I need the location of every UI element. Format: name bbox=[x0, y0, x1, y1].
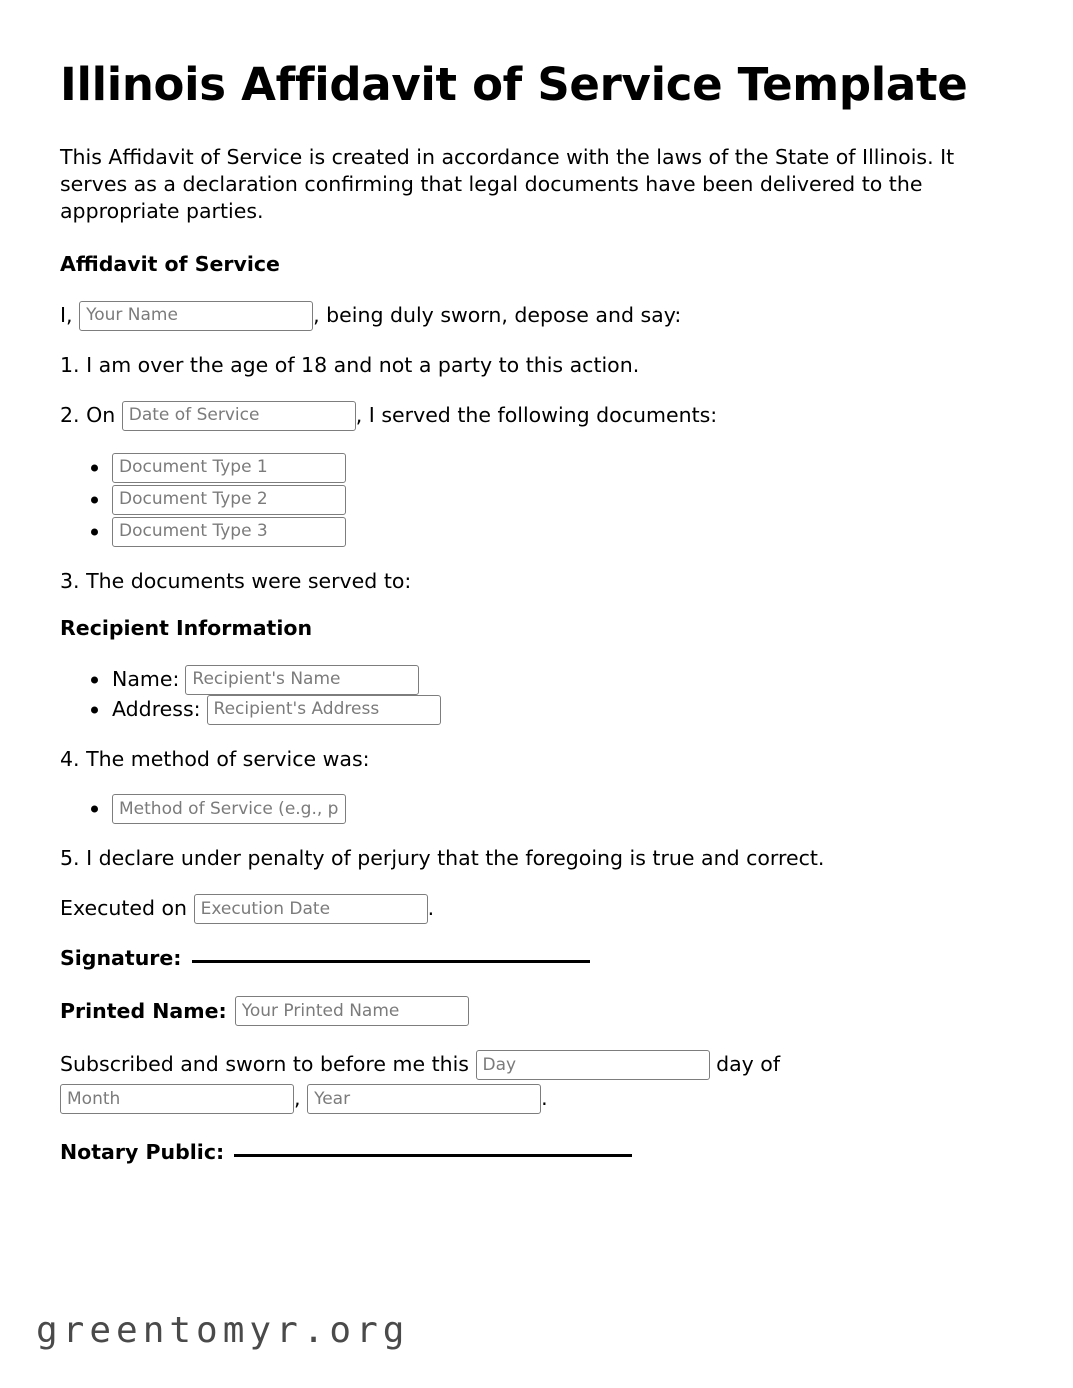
your-name-input[interactable] bbox=[79, 301, 313, 331]
affidavit-item-2-row bbox=[60, 401, 995, 431]
executed-on-label: Executed on bbox=[60, 896, 188, 921]
declarant-row bbox=[60, 301, 995, 331]
sworn-line-one bbox=[60, 1050, 995, 1080]
affidavit-item-5: 5. I declare under penalty of perjury that the foregoing is true and correct. bbox=[60, 846, 825, 871]
document-type-1-input[interactable] bbox=[112, 453, 346, 483]
page-title: Illinois Affidavit of Service Template bbox=[60, 58, 968, 111]
notary-public-line[interactable] bbox=[234, 1154, 632, 1157]
list-item bbox=[112, 453, 995, 483]
sworn-line-two bbox=[60, 1084, 995, 1114]
document-type-list bbox=[60, 453, 995, 547]
declarant-prefix-label: I, bbox=[60, 303, 73, 328]
month-input[interactable] bbox=[60, 1084, 294, 1114]
sworn-middle-label: day of bbox=[716, 1052, 781, 1077]
recipient-info-list bbox=[60, 665, 995, 725]
document-type-2-input[interactable] bbox=[112, 485, 346, 515]
declarant-suffix-label: , being duly sworn, depose and say: bbox=[313, 303, 682, 328]
method-of-service-list bbox=[60, 794, 995, 824]
day-input[interactable] bbox=[476, 1050, 710, 1080]
notary-sworn-block bbox=[60, 1050, 995, 1114]
signature-line[interactable] bbox=[192, 960, 590, 963]
list-item bbox=[112, 517, 995, 547]
printed-name-label: Printed Name: bbox=[60, 999, 227, 1023]
printed-name-input[interactable] bbox=[235, 996, 469, 1026]
recipient-address-input[interactable] bbox=[207, 695, 441, 725]
signature-row bbox=[60, 946, 995, 970]
notary-public-label: Notary Public: bbox=[60, 1140, 225, 1164]
item2-prefix-label: 2. On bbox=[60, 402, 116, 427]
execution-date-input[interactable] bbox=[194, 894, 428, 924]
printed-name-row bbox=[60, 996, 995, 1026]
document-content bbox=[60, 60, 995, 1190]
method-of-service-input[interactable] bbox=[112, 794, 346, 824]
spacer bbox=[469, 1052, 476, 1078]
sworn-prefix-label: Subscribed and sworn to before me this bbox=[60, 1052, 469, 1077]
sworn-comma: , bbox=[294, 1086, 301, 1111]
recipient-name-label: Name: bbox=[112, 666, 180, 691]
affidavit-item-4: 4. The method of service was: bbox=[60, 746, 370, 771]
executed-on-row bbox=[60, 894, 995, 924]
affidavit-item-3: 3. The documents were served to: bbox=[60, 568, 412, 593]
date-of-service-input[interactable] bbox=[122, 401, 356, 431]
list-item bbox=[112, 695, 995, 725]
affidavit-item-1: 1. I am over the age of 18 and not a party to this action. bbox=[60, 352, 640, 377]
executed-on-period: . bbox=[427, 896, 435, 921]
signature-label: Signature: bbox=[60, 946, 182, 970]
site-watermark: greentomyr.org bbox=[36, 1310, 410, 1351]
year-input[interactable] bbox=[307, 1084, 541, 1114]
section-heading-affidavit: Affidavit of Service bbox=[60, 252, 280, 277]
notary-public-row bbox=[60, 1140, 995, 1164]
list-item bbox=[112, 794, 995, 824]
list-item bbox=[112, 485, 995, 515]
intro-paragraph: This Affidavit of Service is created in accordance with the laws of the State of Illinois. It serves as a declaration confirming that legal documents have been delivered to the appropriate parties. bbox=[60, 145, 955, 223]
spacer bbox=[187, 896, 194, 922]
document-type-3-input[interactable] bbox=[112, 517, 346, 547]
sworn-period: . bbox=[541, 1086, 548, 1111]
spacer bbox=[115, 403, 122, 429]
item2-suffix-label: , I served the following documents: bbox=[355, 402, 718, 427]
recipient-address-label: Address: bbox=[112, 696, 201, 721]
list-item bbox=[112, 665, 995, 695]
recipient-name-input[interactable] bbox=[185, 665, 419, 695]
section-heading-recipient: Recipient Information bbox=[60, 616, 313, 641]
